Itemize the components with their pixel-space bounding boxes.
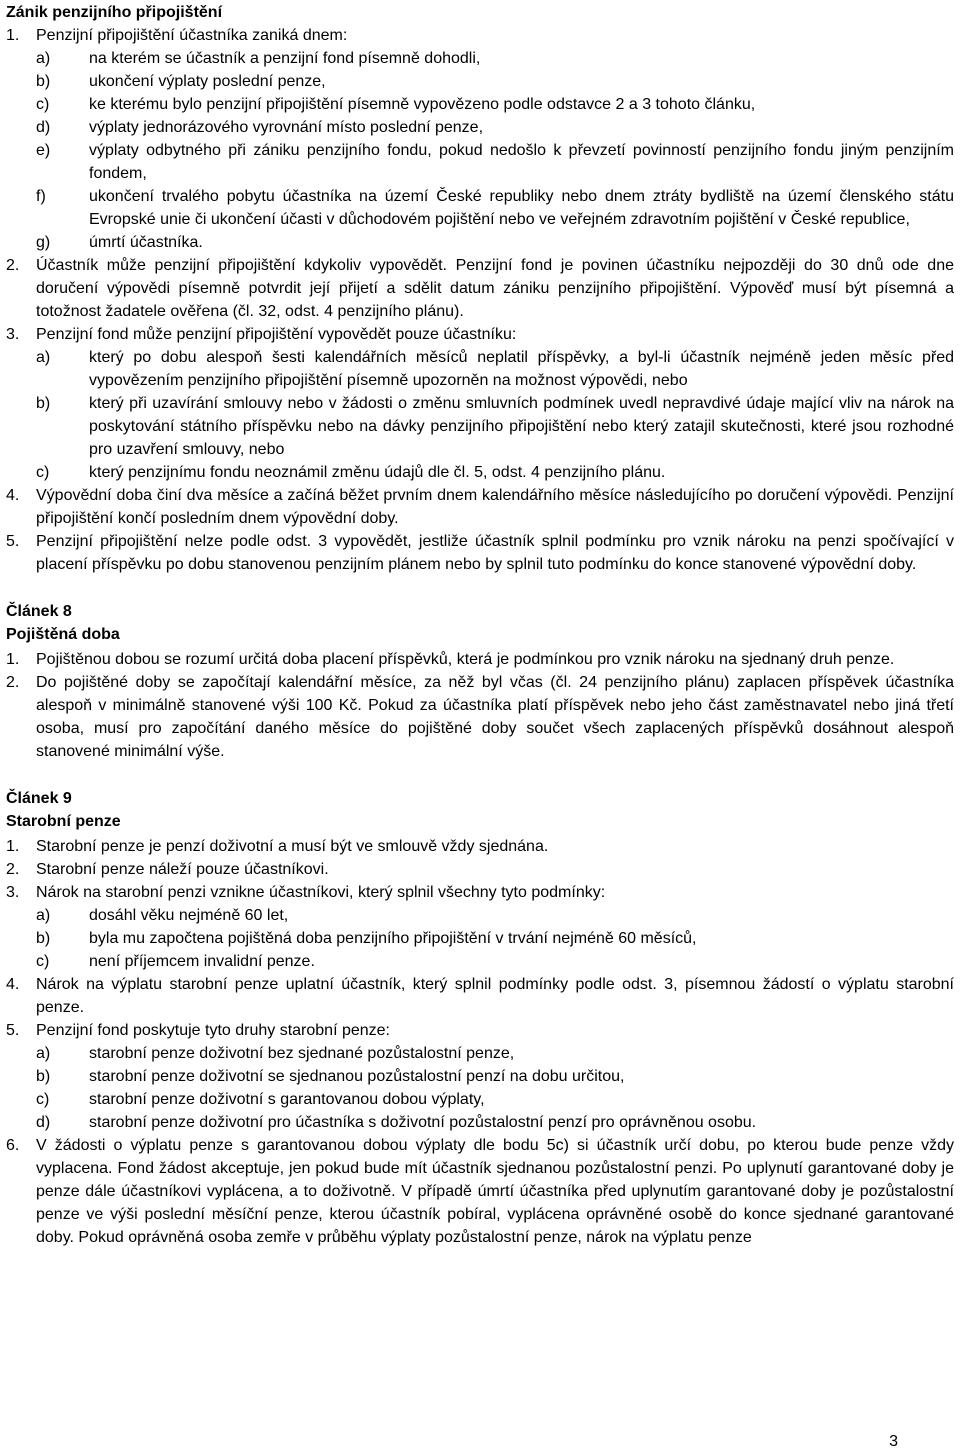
- item-number: 1.: [6, 838, 20, 855]
- sub-item-text: který po dobu alespoň šesti kalendářních měsíců neplatil příspěvky, a byl-li účastník nejméně jeden měsíc před vypovězením penzijního připojištění písemně upozorněn na možnost výpovědi, nebo: [89, 349, 954, 389]
- sub-item: [6, 927, 954, 950]
- list-item: [6, 973, 954, 1019]
- item-number: 3.: [6, 326, 20, 343]
- item-number: 2.: [6, 861, 20, 878]
- list-item: [6, 1019, 954, 1042]
- article-9-label: Článek 9: [6, 790, 72, 807]
- section-title: Zánik penzijního připojištění: [6, 4, 223, 21]
- sub-item-letter: b): [36, 73, 51, 90]
- sub-item-letter: a): [36, 349, 51, 366]
- item-number: 5.: [6, 533, 20, 550]
- sub-item-letter: b): [36, 395, 51, 412]
- sub-item: [6, 231, 954, 254]
- section-list: [6, 24, 954, 576]
- list-item: [6, 484, 954, 530]
- article-9: [6, 787, 954, 1249]
- sub-item-text: ke kterému bylo penzijní připojištění písemně vypovězeno podle odstavce 2 a 3 tohoto článku,: [89, 96, 756, 113]
- list-item: [6, 858, 954, 881]
- sub-item: [6, 1088, 954, 1111]
- list-item: [6, 530, 954, 576]
- sub-item-letter: c): [36, 1091, 50, 1108]
- item-text: Do pojištěné doby se započítají kalendářní měsíce, za něž byl včas (čl. 24 penzijního plánu) zaplacen příspěvek účastníka alespoň v minimálně stanovené výši 100 Kč. Pokud za účastníka platí příspěvek nebo jeho část zaměstnavatel nebo jiná třetí osoba, musí pro započítání daného měsíce do pojištěné doby součet všech zaplacených příspěvků dosáhnout alespoň stanovené minimální výše.: [36, 674, 954, 760]
- sub-item-letter: c): [36, 464, 50, 481]
- item-number: 1.: [6, 27, 20, 44]
- list-item: [6, 881, 954, 904]
- sub-item-text: výplaty odbytného při zániku penzijního fondu, pokud nedošlo k převzetí povinností penzijního fondu jiným penzijním fondem,: [89, 142, 954, 182]
- sub-item-text: starobní penze doživotní s garantovanou dobou výplaty,: [89, 1091, 485, 1108]
- sub-item-letter: b): [36, 930, 51, 947]
- sub-item-letter: d): [36, 119, 51, 136]
- sub-item-text: ukončení výplaty poslední penze,: [89, 73, 326, 90]
- item-number: 1.: [6, 651, 20, 668]
- sub-item-letter: g): [36, 234, 51, 251]
- sub-item-text: úmrtí účastníka.: [89, 234, 203, 251]
- sub-item: [6, 346, 954, 392]
- item-number: 4.: [6, 487, 20, 504]
- list-item: [6, 648, 954, 671]
- sub-item: [6, 116, 954, 139]
- item-text: Nárok na starobní penzi vznikne účastníkovi, který splnil všechny tyto podmínky:: [36, 884, 606, 901]
- item-number: 3.: [6, 884, 20, 901]
- sub-item-text: který při uzavírání smlouvy nebo v žádosti o změnu smluvních podmínek uvedl nepravdivé údaje mající vliv na nárok na poskytování státního příspěvku nebo na dávky penzijního připojištění nebo který zatajil skutečnosti, které jsou rozhodné pro uzavření smlouvy, nebo: [89, 395, 954, 458]
- article-9-title: Starobní penze: [6, 813, 121, 830]
- sub-item: [6, 1111, 954, 1134]
- sub-item-text: není příjemcem invalidní penze.: [89, 953, 315, 970]
- list-item: [6, 323, 954, 346]
- item-number: 6.: [6, 1137, 20, 1154]
- sub-item-text: který penzijnímu fondu neoznámil změnu údajů dle čl. 5, odst. 4 penzijního plánu.: [89, 464, 666, 481]
- item-text: Výpovědní doba činí dva měsíce a začíná běžet prvním dnem kalendářního měsíce následujícího po doručení výpovědi. Penzijní připojištění končí posledním dnem výpovědní doby.: [36, 487, 954, 527]
- sub-item-text: starobní penze doživotní pro účastníka s doživotní pozůstalostní penzí pro oprávněnou osobu.: [89, 1114, 757, 1131]
- article-8: [6, 600, 954, 763]
- sub-item-letter: c): [36, 953, 50, 970]
- sub-item: [6, 392, 954, 461]
- item-text: Penzijní připojištění účastníka zaniká dnem:: [36, 27, 348, 44]
- article-9-list: [6, 835, 954, 1249]
- item-text: Penzijní fond může penzijní připojištění vypovědět pouze účastníku:: [36, 326, 517, 343]
- sub-item: [6, 1065, 954, 1088]
- sub-item: [6, 70, 954, 93]
- item-number: 4.: [6, 976, 20, 993]
- sub-item: [6, 93, 954, 116]
- item-number: 2.: [6, 257, 20, 274]
- article-8-label: Článek 8: [6, 603, 72, 620]
- article-8-list: [6, 648, 954, 763]
- item-text: Penzijní připojištění nelze podle odst. 3 vypovědět, jestliže účastník splnil podmínku pro vznik nároku na penzi spočívající v placení příspěvku po dobu stanovenou penzijním plánem nebo by splnil tuto podmínku do konce stanovené výpovědní doby.: [36, 533, 954, 573]
- item-text: Nárok na výplatu starobní penze uplatní účastník, který splnil podmínky podle odst. 3, písemnou žádostí o výplatu starobní penze.: [36, 976, 954, 1016]
- sub-item-text: starobní penze doživotní se sjednanou pozůstalostní penzí na dobu určitou,: [89, 1068, 625, 1085]
- sub-item: [6, 904, 954, 927]
- list-item: [6, 835, 954, 858]
- sub-item: [6, 139, 954, 185]
- item-text: Pojištěnou dobou se rozumí určitá doba placení příspěvků, která je podmínkou pro vznik nároku na sjednaný druh penze.: [36, 651, 895, 668]
- sub-item-text: na kterém se účastník a penzijní fond písemně dohodli,: [89, 50, 481, 67]
- list-item: [6, 254, 954, 323]
- list-item: [6, 1134, 954, 1249]
- page-number: 3: [889, 1433, 898, 1450]
- sub-item: [6, 950, 954, 973]
- sub-item-letter: b): [36, 1068, 51, 1085]
- sub-item-letter: a): [36, 1045, 51, 1062]
- sub-item: [6, 185, 954, 231]
- list-item: [6, 671, 954, 763]
- sub-item-letter: a): [36, 907, 51, 924]
- sub-item: [6, 1042, 954, 1065]
- sub-item-text: výplaty jednorázového vyrovnání místo poslední penze,: [89, 119, 484, 136]
- sub-item-letter: f): [36, 188, 46, 205]
- article-8-title: Pojištěná doba: [6, 626, 120, 643]
- item-text: Starobní penze je penzí doživotní a musí být ve smlouvě vždy sjednána.: [36, 838, 549, 855]
- item-text: Účastník může penzijní připojištění kdykoliv vypovědět. Penzijní fond je povinen účastníku nejpozději do 30 dnů ode dne doručení výpovědi písemně potvrdit její přijetí a sdělit datum zániku penzijního připojištění. Výpověď musí být písemná a totožnost žadatele ověřena (čl. 32, odst. 4 penzijního plánu).: [36, 257, 954, 320]
- item-text: Starobní penze náleží pouze účastníkovi.: [36, 861, 329, 878]
- sub-item-letter: e): [36, 142, 51, 159]
- list-item: [6, 24, 954, 47]
- item-text: Penzijní fond poskytuje tyto druhy starobní penze:: [36, 1022, 390, 1039]
- sub-item-text: byla mu započtena pojištěná doba penzijního připojištění v trvání nejméně 60 měsíců,: [89, 930, 697, 947]
- sub-item-text: dosáhl věku nejméně 60 let,: [89, 907, 289, 924]
- item-text: V žádosti o výplatu penze s garantovanou dobou výplaty dle bodu 5c) si účastník určí dobu, po kterou bude penze vždy vyplacena. Fond žádost akceptuje, jen pokud bude mít účastník sjednanou pozůstalostní penzi. Po uplynutí garantované doby je penze dále účastníkovi vyplácena, a to doživotně. V případě úmrtí účastníka před uplynutím garantované doby je pozůstalostní penze ve výši poslední měsíční penze, kterou účastník pobíral, vyplácena oprávněné osobě do konce sjednané garantované doby. Pokud oprávněná osoba zemře v průběhu výplaty pozůstalostní penze, nárok na výplatu penze: [36, 1137, 954, 1246]
- sub-item-letter: d): [36, 1114, 51, 1131]
- sub-item-letter: a): [36, 50, 51, 67]
- sub-item-text: starobní penze doživotní bez sjednané pozůstalostní penze,: [89, 1045, 515, 1062]
- item-number: 2.: [6, 674, 20, 691]
- sub-item-text: ukončení trvalého pobytu účastníka na území České republiky nebo dnem ztráty bydliště na území členského státu Evropské unie či ukončení účasti v důchodovém pojištění nebo ve veřejném zdravotním pojištění v České republice,: [89, 188, 954, 228]
- item-number: 5.: [6, 1022, 20, 1039]
- sub-item: [6, 461, 954, 484]
- sub-item-letter: c): [36, 96, 50, 113]
- sub-item: [6, 47, 954, 70]
